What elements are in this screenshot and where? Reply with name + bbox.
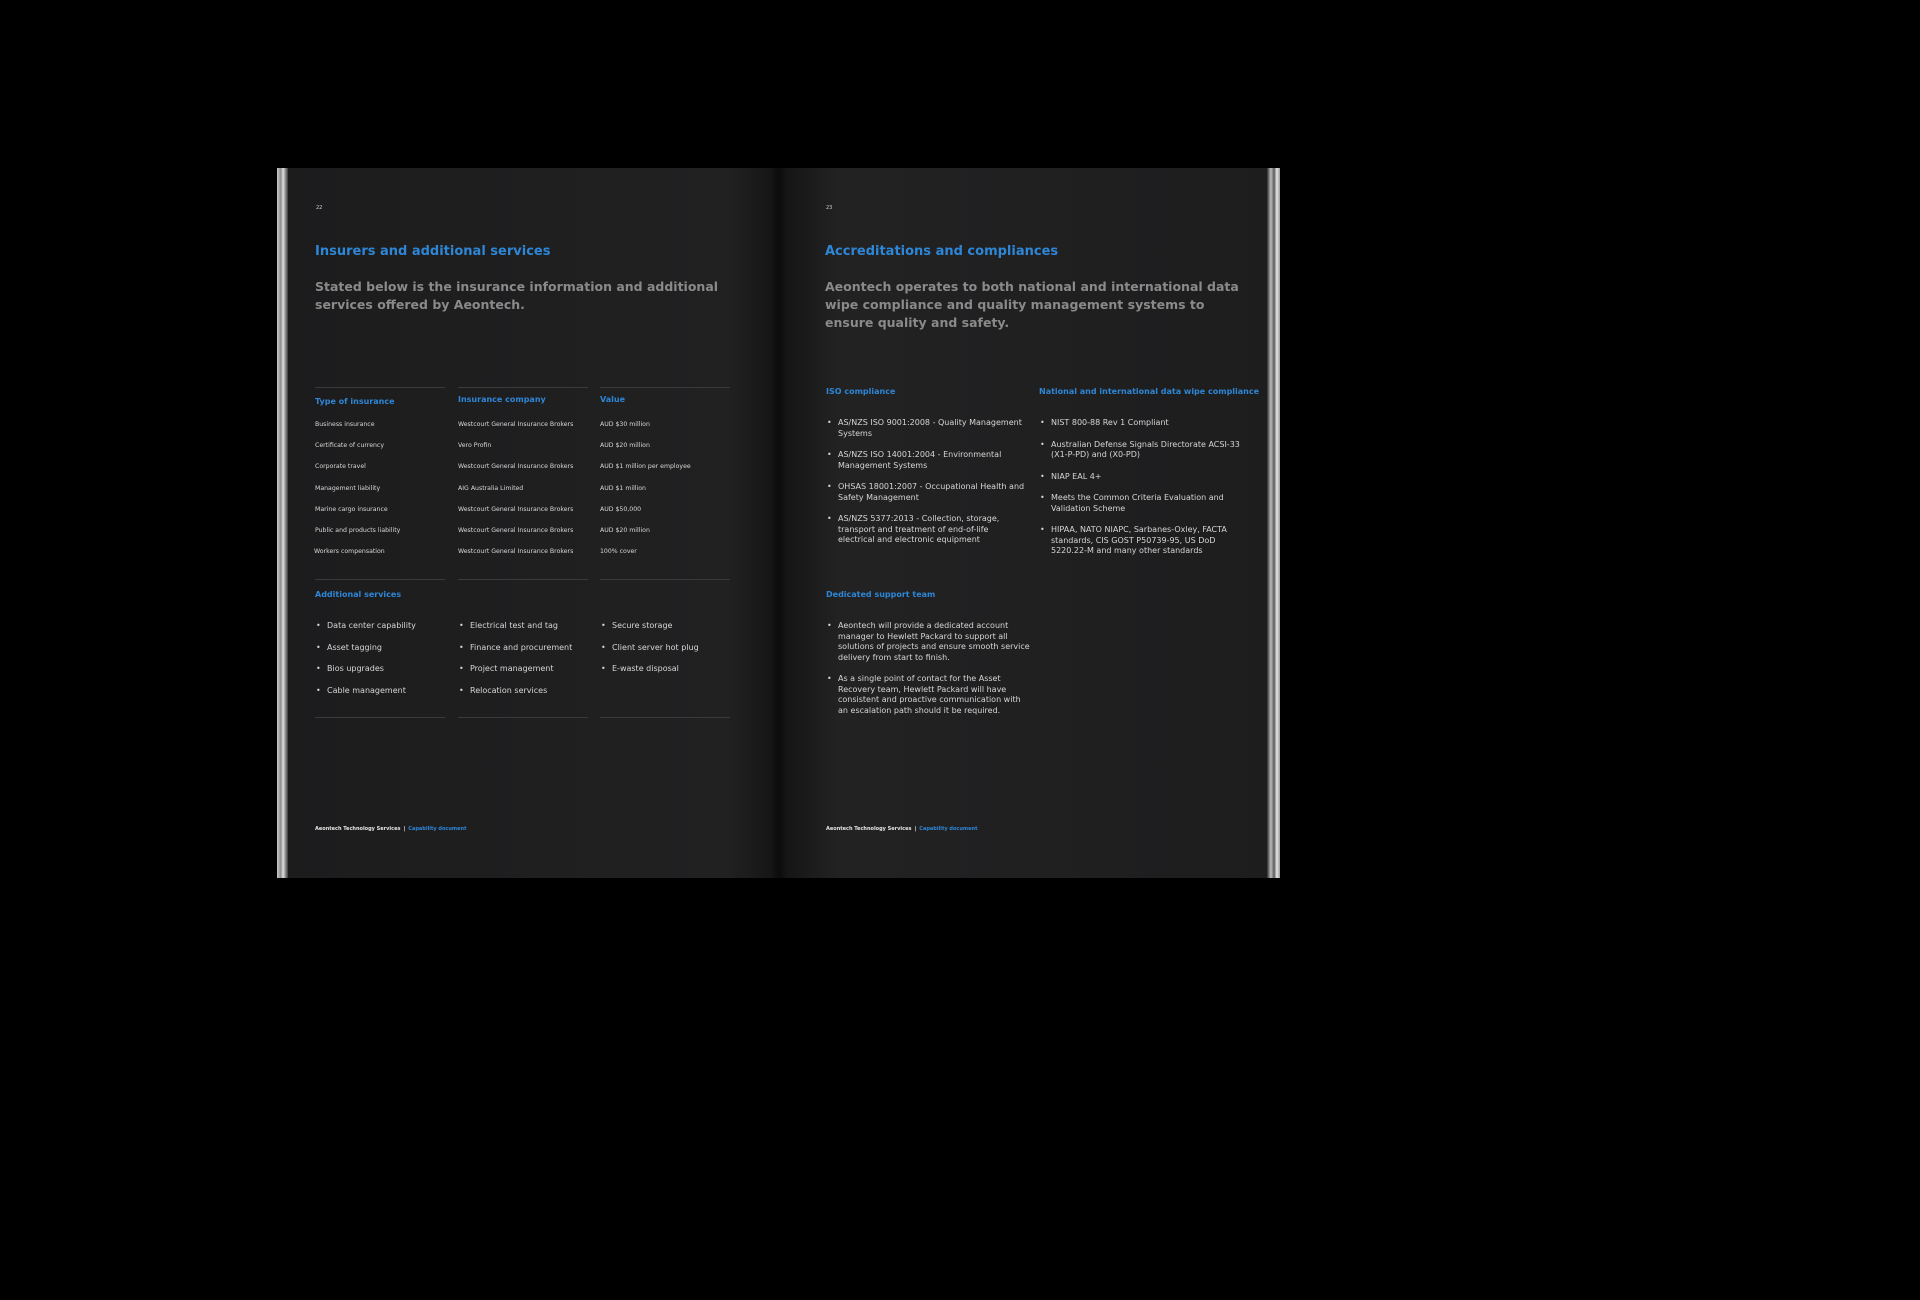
table-header-value: Value (600, 395, 626, 404)
table-cell: AUD $1 million (600, 485, 646, 492)
list-item: • Finance and procurement (458, 643, 593, 654)
list-item: • Meets the Common Criteria Evaluation and Validation Scheme (1039, 493, 1244, 514)
list-item: • E-waste disposal (600, 664, 735, 675)
services-rule (315, 717, 445, 718)
footer-org: Aeontech Technology Services (315, 826, 401, 832)
iso-heading: ISO compliance (826, 387, 896, 396)
table-cell: Certificate of currency (315, 442, 384, 449)
list-item: • As a single point of contact for the Asset Recovery team, Hewlett Packard will have consistent and proactive communication with an escalation path should it be required. (826, 674, 1031, 716)
table-rule (600, 387, 730, 388)
table-cell: AUD $50,000 (600, 506, 642, 513)
services-list (600, 621, 735, 675)
services-list (458, 621, 593, 696)
list-item: • OHSAS 18001:2007 - Occupational Health and Safety Management (826, 482, 1026, 503)
footer-separator: | (403, 826, 406, 832)
table-header-type: Type of insurance (315, 397, 395, 406)
list-item: • AS/NZS ISO 14001:2004 - Environmental Management Systems (826, 450, 1026, 471)
page-number: 23 (826, 205, 833, 211)
list-item: • Relocation services (458, 686, 593, 697)
list-item: • Electrical test and tag (458, 621, 593, 632)
page-title: Accreditations and compliances (825, 244, 1059, 259)
brochure-spread (277, 168, 1280, 878)
table-rule (600, 579, 730, 580)
services-list (315, 621, 450, 696)
page-footer (315, 826, 466, 832)
list-item: • AS/NZS 5377:2013 - Collection, storage, transport and treatment of end-of-life electrical and electronic equipment (826, 514, 1026, 546)
table-cell: Westcourt General Insurance Brokers (458, 463, 574, 470)
additional-services-heading: Additional services (315, 590, 402, 599)
table-cell: Corporate travel (315, 463, 366, 470)
list-item: • Secure storage (600, 621, 735, 632)
table-header-company: Insurance company (458, 395, 546, 404)
table-cell: Westcourt General Insurance Brokers (458, 548, 574, 555)
left-page (277, 168, 777, 878)
footer-separator: | (914, 826, 917, 832)
table-rule (315, 387, 445, 388)
table-rule (458, 387, 588, 388)
footer-doc-title: Capability document (919, 826, 978, 832)
footer-doc-title: Capability document (408, 826, 467, 832)
table-cell: AIG Australia Limited (458, 485, 524, 492)
list-item: • Data center capability (315, 621, 450, 632)
page-title: Insurers and additional services (315, 244, 551, 259)
list-item: • Australian Defense Signals Directorate ACSI-33 (X1-P-PD) and (X0-PD) (1039, 440, 1244, 461)
table-cell: AUD $20 million (600, 442, 650, 449)
list-item: • Cable management (315, 686, 450, 697)
support-list (826, 621, 1031, 716)
services-rule (458, 717, 588, 718)
list-item: • Client server hot plug (600, 643, 735, 654)
table-rule (458, 579, 588, 580)
table-cell: Westcourt General Insurance Brokers (458, 421, 574, 428)
table-cell: Marine cargo insurance (315, 506, 388, 513)
table-cell: Vero Profin (458, 442, 492, 449)
table-cell: Westcourt General Insurance Brokers (458, 506, 574, 513)
table-rule (315, 579, 445, 580)
page-footer (826, 826, 977, 832)
list-item: • Asset tagging (315, 643, 450, 654)
list-item: • Project management (458, 664, 593, 675)
footer-org: Aeontech Technology Services (826, 826, 912, 832)
table-cell: Workers compensation (314, 548, 385, 555)
data-wipe-list (1039, 418, 1244, 557)
table-cell: 100% cover (600, 548, 637, 555)
list-item: • AS/NZS ISO 9001:2008 - Quality Management Systems (826, 418, 1026, 439)
list-item: • HIPAA, NATO NIAPC, Sarbanes-Oxley, FACTA standards, CIS GOST P50739-95, US DoD 5220.22-M and many other standards (1039, 525, 1244, 557)
table-cell: Business insurance (315, 421, 375, 428)
list-item: • NIST 800-88 Rev 1 Compliant (1039, 418, 1244, 429)
services-rule (600, 717, 730, 718)
data-wipe-heading: National and international data wipe compliance (1039, 387, 1260, 396)
page-intro: Aeontech operates to both national and international data wipe compliance and quality management systems to ensure quality and safety. (825, 279, 1239, 330)
support-heading: Dedicated support team (826, 590, 936, 599)
table-cell: Westcourt General Insurance Brokers (458, 527, 574, 534)
right-page (779, 168, 1280, 878)
list-item: • NIAP EAL 4+ (1039, 472, 1244, 483)
table-cell: Public and products liability (315, 527, 401, 534)
list-item: • Bios upgrades (315, 664, 450, 675)
table-cell: AUD $30 million (600, 421, 650, 428)
table-cell: Management liability (315, 485, 381, 492)
page-number: 22 (316, 205, 323, 211)
iso-list (826, 418, 1026, 546)
page-intro: Stated below is the insurance information and additional services offered by Aeontech. (315, 279, 719, 312)
table-cell: AUD $1 million per employee (600, 463, 691, 470)
list-item: • Aeontech will provide a dedicated account manager to Hewlett Packard to support all solutions of projects and ensure smooth service delivery from start to finish. (826, 621, 1031, 663)
table-cell: AUD $20 million (600, 527, 650, 534)
